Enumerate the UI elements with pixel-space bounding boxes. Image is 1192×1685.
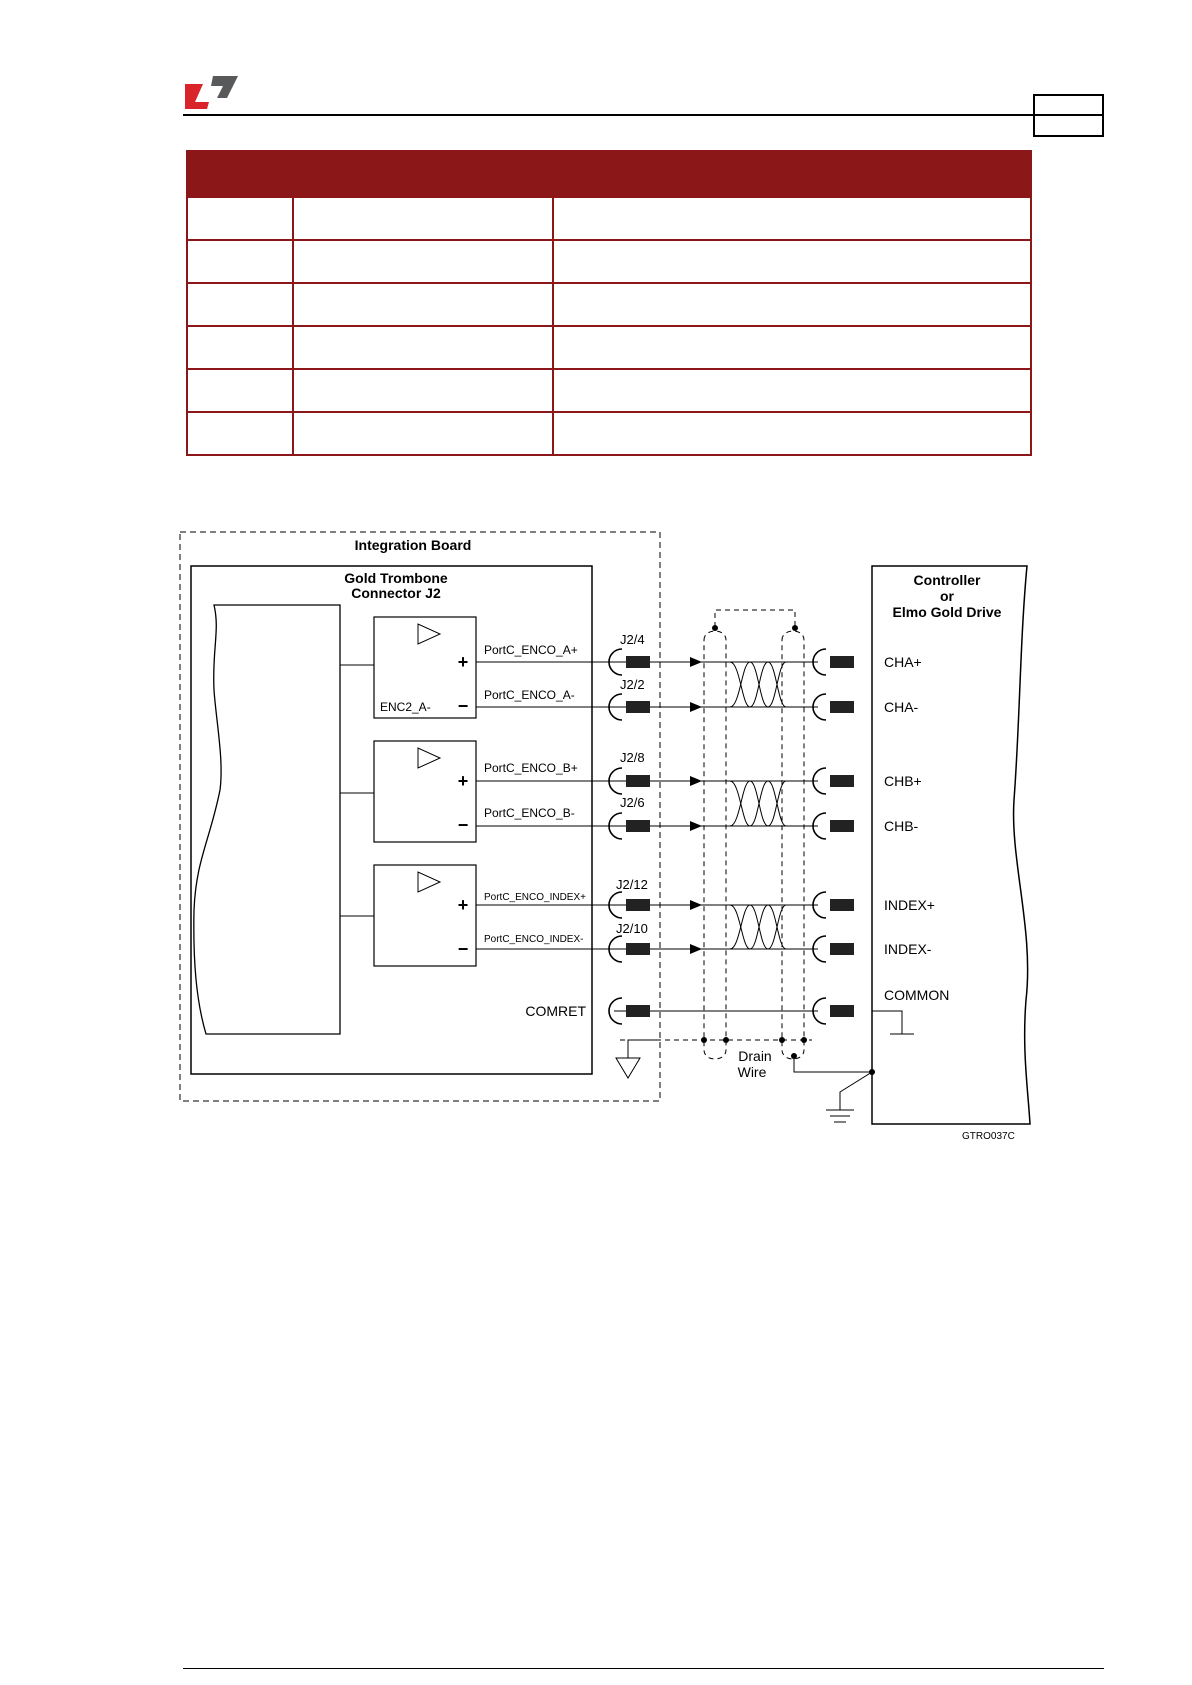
pin-label: J2/6 bbox=[620, 795, 645, 810]
table-header bbox=[187, 151, 1031, 197]
table-row bbox=[187, 240, 1031, 283]
figure-code: GTRO037C bbox=[962, 1131, 1015, 1142]
signal-row-index-minus bbox=[458, 921, 932, 962]
table-cell bbox=[553, 412, 1031, 455]
table-cell bbox=[187, 412, 293, 455]
table-row bbox=[187, 283, 1031, 326]
pin-label: J2/2 bbox=[620, 677, 645, 692]
table-row bbox=[187, 326, 1031, 369]
common-label: COMMON bbox=[884, 987, 950, 1003]
drain-wire-label-1: Drain bbox=[738, 1048, 772, 1064]
footer-rule bbox=[183, 1668, 1104, 1669]
pin-label: J2/8 bbox=[620, 750, 645, 765]
integration-board-label: Integration Board bbox=[354, 537, 472, 553]
polarity-mark: + bbox=[457, 895, 469, 915]
target-label: CHA- bbox=[884, 699, 919, 715]
shield-node bbox=[792, 625, 798, 631]
shield-node bbox=[779, 1037, 785, 1043]
pin-label: J2/10 bbox=[616, 921, 648, 936]
controller-box bbox=[872, 566, 1030, 1124]
company-logo bbox=[183, 74, 239, 110]
logo-red-shape bbox=[185, 84, 209, 109]
table-cell bbox=[187, 326, 293, 369]
target-label: INDEX+ bbox=[884, 897, 935, 913]
controller-ground-symbol bbox=[872, 1011, 914, 1034]
polarity-mark: − bbox=[457, 696, 469, 716]
port-label: PortC_ENCO_INDEX- bbox=[484, 934, 584, 945]
port-label: PortC_ENCO_A+ bbox=[484, 643, 578, 657]
comret-label: COMRET bbox=[525, 1003, 586, 1019]
signal-row-chb-minus bbox=[458, 795, 919, 839]
port-label: PortC_ENCO_INDEX+ bbox=[484, 892, 586, 903]
drain-wire-to-ground bbox=[794, 1056, 872, 1122]
cable-shield bbox=[620, 610, 812, 1059]
target-label: CHB+ bbox=[884, 773, 922, 789]
controller-title-3: Elmo Gold Drive bbox=[892, 604, 1002, 620]
board-ground-symbol bbox=[616, 1040, 658, 1078]
table-cell bbox=[553, 326, 1031, 369]
table-header-row bbox=[187, 151, 1031, 197]
connector-title-1: Gold Trombone bbox=[344, 570, 448, 586]
target-label: CHA+ bbox=[884, 654, 922, 670]
internal-block bbox=[194, 605, 340, 1034]
drain-wire-label-2: Wire bbox=[737, 1064, 767, 1080]
shield-node bbox=[712, 625, 718, 631]
signal-row-chb-plus bbox=[458, 750, 922, 794]
table-cell bbox=[293, 240, 553, 283]
table-cell bbox=[293, 197, 553, 240]
table-row bbox=[187, 369, 1031, 412]
signal-table bbox=[186, 150, 1032, 456]
signal-row-cha-plus bbox=[458, 632, 922, 675]
shield-node bbox=[701, 1037, 707, 1043]
shield-node bbox=[723, 1037, 729, 1043]
target-label: INDEX- bbox=[884, 941, 932, 957]
enc2-label: ENC2_A- bbox=[380, 700, 431, 714]
polarity-mark: + bbox=[457, 652, 469, 672]
pin-label: J2/12 bbox=[616, 877, 648, 892]
table-row bbox=[187, 412, 1031, 455]
table-cell bbox=[553, 369, 1031, 412]
signal-row-common bbox=[525, 987, 949, 1024]
port-label: PortC_ENCO_B- bbox=[484, 806, 575, 820]
polarity-mark: − bbox=[457, 815, 469, 835]
table-cell bbox=[187, 283, 293, 326]
header-rule bbox=[183, 114, 1104, 116]
table-cell bbox=[553, 283, 1031, 326]
logo-grey-shape bbox=[211, 76, 238, 98]
table-cell bbox=[293, 283, 553, 326]
table-cell bbox=[553, 197, 1031, 240]
signal-row-cha-minus bbox=[458, 677, 919, 720]
page-number-box bbox=[1033, 94, 1104, 137]
table-cell bbox=[187, 197, 293, 240]
polarity-mark: − bbox=[457, 939, 469, 959]
twisted-pair-a bbox=[730, 662, 786, 707]
twisted-pair-index bbox=[730, 905, 786, 949]
connector-title-2: Connector J2 bbox=[351, 585, 441, 601]
twisted-pair-b bbox=[730, 781, 786, 826]
table-cell bbox=[293, 412, 553, 455]
shield-node bbox=[801, 1037, 807, 1043]
encoder-wiring-diagram bbox=[178, 528, 1048, 1148]
polarity-mark: + bbox=[457, 771, 469, 791]
pin-label: J2/4 bbox=[620, 632, 645, 647]
target-label: CHB- bbox=[884, 818, 919, 834]
signal-row-index-plus bbox=[458, 877, 935, 918]
table-cell bbox=[187, 369, 293, 412]
table-cell bbox=[293, 326, 553, 369]
table-cell bbox=[293, 369, 553, 412]
controller-title-1: Controller bbox=[913, 572, 981, 588]
controller-title-2: or bbox=[940, 588, 954, 604]
table-cell bbox=[187, 240, 293, 283]
table-row bbox=[187, 197, 1031, 240]
table-cell bbox=[553, 240, 1031, 283]
port-label: PortC_ENCO_A- bbox=[484, 688, 575, 702]
port-label: PortC_ENCO_B+ bbox=[484, 761, 578, 775]
